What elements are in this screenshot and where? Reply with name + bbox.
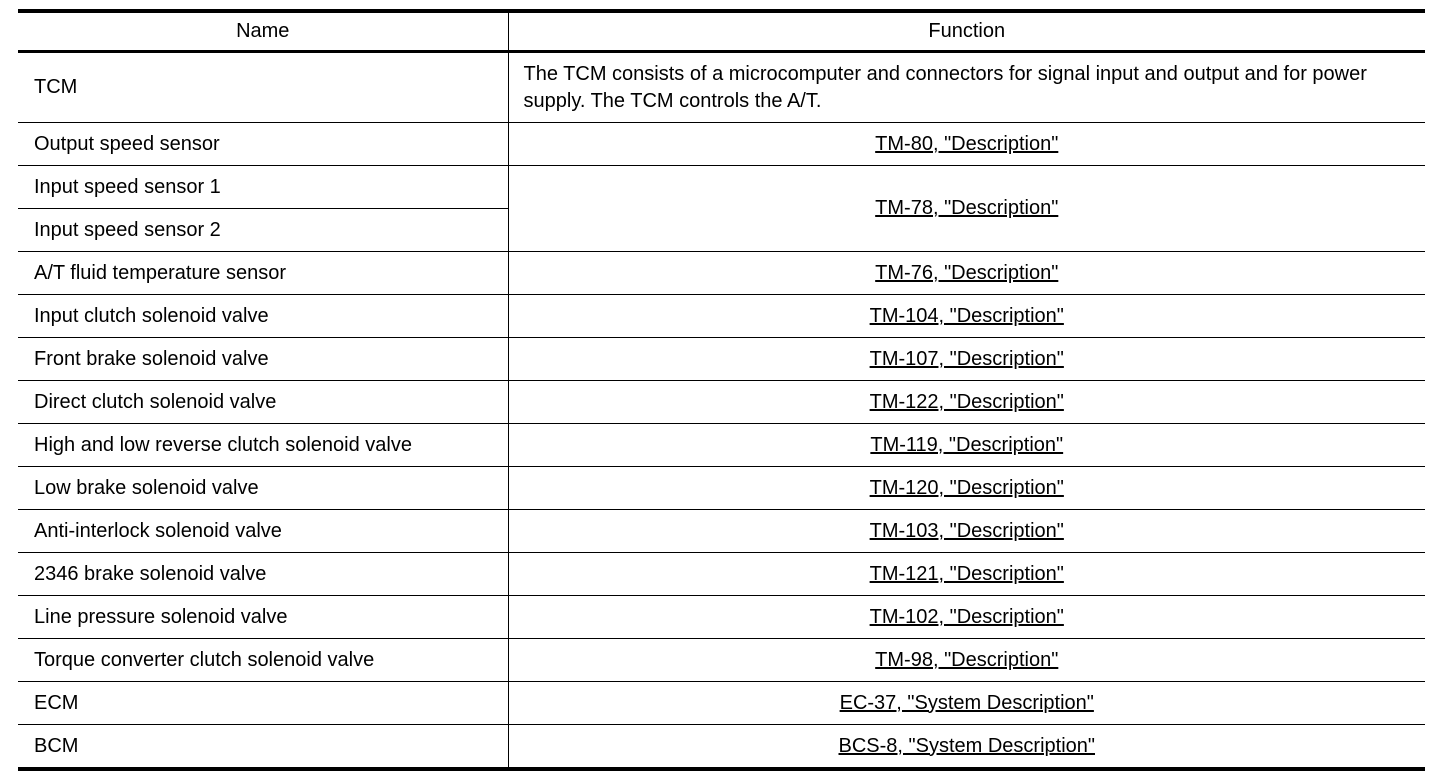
component-name: TCM	[18, 52, 508, 123]
component-name: Line pressure solenoid valve	[18, 596, 508, 639]
function-reference-link[interactable]: TM-78, "Description"	[875, 197, 1059, 219]
component-name: Input clutch solenoid valve	[18, 295, 508, 338]
table-row	[18, 123, 1425, 166]
function-reference-link[interactable]: TM-76, "Description"	[875, 261, 1059, 284]
function-description: The TCM consists of a microcomputer and connectors for signal input and output and for power supply. The TCM controls the A/T.	[508, 52, 1425, 123]
function-reference-link[interactable]: TM-80, "Description"	[875, 132, 1059, 155]
table-row	[18, 725, 1425, 770]
name-column-header: Name	[18, 11, 508, 52]
component-name: ECM	[18, 682, 508, 725]
table-row	[18, 52, 1425, 123]
function-reference-link[interactable]: TM-102, "Description"	[869, 605, 1064, 628]
function-reference-link[interactable]: EC-37, "System Description"	[839, 691, 1094, 714]
component-name: Torque converter clutch solenoid valve	[18, 639, 508, 682]
function-reference-link[interactable]: TM-119, "Description"	[870, 433, 1064, 456]
table-row	[18, 553, 1425, 596]
function-reference-link[interactable]: TM-120, "Description"	[869, 476, 1064, 499]
function-reference-link[interactable]: TM-107, "Description"	[869, 347, 1064, 370]
function-reference-link[interactable]: TM-98, "Description"	[875, 648, 1059, 671]
component-name: A/T fluid temperature sensor	[18, 252, 508, 295]
component-name: Direct clutch solenoid valve	[18, 381, 508, 424]
component-name: Front brake solenoid valve	[18, 338, 508, 381]
component-name: Input speed sensor 1	[18, 166, 508, 209]
function-reference-link[interactable]: TM-121, "Description"	[869, 562, 1064, 585]
table-row	[18, 467, 1425, 510]
component-name: 2346 brake solenoid valve	[18, 553, 508, 596]
function-reference-link[interactable]: BCS-8, "System Description"	[838, 734, 1095, 757]
table-header-row	[18, 11, 1425, 52]
function-reference-link[interactable]: TM-103, "Description"	[869, 519, 1064, 542]
component-name: BCM	[18, 725, 508, 770]
table-row	[18, 424, 1425, 467]
function-reference-link[interactable]: TM-104, "Description"	[869, 304, 1064, 327]
function-column-header: Function	[508, 11, 1425, 52]
table-row	[18, 338, 1425, 381]
table-row	[18, 295, 1425, 338]
table-row	[18, 166, 1425, 209]
component-function-table	[18, 9, 1425, 771]
component-name: Output speed sensor	[18, 123, 508, 166]
table-row	[18, 682, 1425, 725]
component-name: Input speed sensor 2	[18, 209, 508, 252]
table-row	[18, 510, 1425, 553]
table-row	[18, 596, 1425, 639]
component-name: Low brake solenoid valve	[18, 467, 508, 510]
component-name: High and low reverse clutch solenoid valve	[18, 424, 508, 467]
table-row	[18, 381, 1425, 424]
table-row	[18, 639, 1425, 682]
function-reference-link[interactable]: TM-122, "Description"	[869, 390, 1064, 413]
component-name: Anti-interlock solenoid valve	[18, 510, 508, 553]
table-row	[18, 252, 1425, 295]
